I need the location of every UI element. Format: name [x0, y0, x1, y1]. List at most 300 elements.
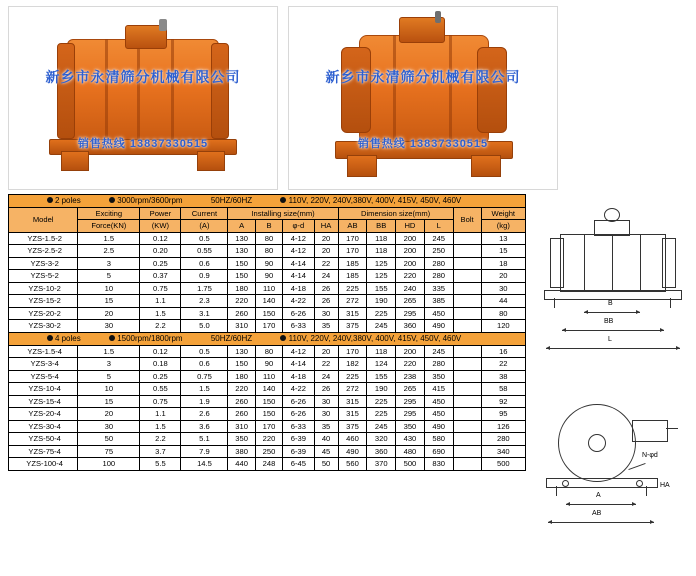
sv-cover-right [662, 238, 676, 288]
th-bolt: Bolt [453, 208, 481, 233]
cell-model: YZS-10-4 [9, 383, 78, 395]
sv-dim-B [584, 312, 640, 313]
photo-watermark-company-left: 新乡市永清筛分机械有限公司 [45, 69, 241, 85]
th-weight-unit: (kg) [481, 220, 525, 232]
cell-power: 1.1 [140, 408, 181, 420]
cell-HD: 480 [396, 445, 425, 457]
band-4poles [9, 332, 526, 345]
th-AB: AB [338, 220, 367, 232]
sv-dim-BB-arrow-right [660, 328, 664, 332]
cell-weight: 92 [481, 395, 525, 407]
cell-HD: 200 [396, 245, 425, 257]
cell-B: 90 [255, 257, 282, 269]
photo-watermark-company-right: 新乡市永清筛分机械有限公司 [325, 69, 521, 85]
motor-foot-leg-left-1 [61, 151, 89, 171]
technical-drawings [532, 194, 688, 517]
cell-AB: 272 [338, 383, 367, 395]
table-body-2poles [9, 232, 526, 332]
cell-model: YZS-75-4 [9, 445, 78, 457]
cell-AB: 170 [338, 245, 367, 257]
cell-model: YZS-5-2 [9, 270, 78, 282]
cell-power: 5.5 [140, 458, 181, 470]
cell-current: 2.3 [181, 295, 228, 307]
cell-model: YZS-50-4 [9, 433, 78, 445]
cell-B: 150 [255, 307, 282, 319]
cell-HD: 220 [396, 358, 425, 370]
cell-d: 6-33 [283, 420, 314, 432]
cell-B: 80 [255, 232, 282, 244]
vibrator-motor-photo-left [8, 6, 278, 190]
table-row [9, 257, 526, 269]
cell-HA: 30 [314, 395, 338, 407]
sv-rib-1 [584, 234, 585, 290]
cell-HD: 295 [396, 395, 425, 407]
bullet-icon [109, 197, 115, 203]
sv-dim-L [546, 348, 680, 349]
band-2poles [9, 195, 526, 208]
cell-force: 10 [78, 282, 140, 294]
table-row [9, 320, 526, 332]
cell-HA: 20 [314, 345, 338, 357]
cell-BB: 225 [367, 307, 396, 319]
th-L: L [424, 220, 453, 232]
cell-AB: 185 [338, 257, 367, 269]
cell-A: 130 [228, 232, 255, 244]
table-body-4poles [9, 345, 526, 470]
specification-table [8, 194, 526, 471]
cell-L: 415 [424, 383, 453, 395]
cell-BB: 118 [367, 232, 396, 244]
table-row [9, 295, 526, 307]
fv-dim-AB [548, 522, 654, 523]
cell-d: 6-26 [283, 408, 314, 420]
cell-bolt [453, 282, 481, 294]
cell-power: 0.12 [140, 232, 181, 244]
cell-power: 1.1 [140, 295, 181, 307]
cell-AB: 272 [338, 295, 367, 307]
band-4poles-voltage: 110V, 220V, 240V,380V, 400V, 415V, 450V, 460V [288, 333, 462, 343]
cell-A: 180 [228, 282, 255, 294]
motor-foot-leg-right-1 [347, 155, 377, 177]
cell-bolt [453, 433, 481, 445]
cell-power: 0.37 [140, 270, 181, 282]
cell-HA: 35 [314, 420, 338, 432]
sv-lifting-eye [604, 208, 620, 222]
cell-BB: 320 [367, 433, 396, 445]
cell-L: 280 [424, 358, 453, 370]
cell-weight: 126 [481, 420, 525, 432]
cell-power: 0.25 [140, 370, 181, 382]
sv-dim-B-arrow-left [584, 310, 588, 314]
cell-AB: 315 [338, 395, 367, 407]
cell-d: 4-22 [283, 295, 314, 307]
cell-weight: 44 [481, 295, 525, 307]
cell-weight: 80 [481, 307, 525, 319]
cell-weight: 120 [481, 320, 525, 332]
cell-current: 1.5 [181, 383, 228, 395]
cell-weight: 280 [481, 433, 525, 445]
cell-A: 440 [228, 458, 255, 470]
cell-B: 90 [255, 270, 282, 282]
cell-weight: 13 [481, 232, 525, 244]
cell-A: 130 [228, 345, 255, 357]
sv-rib-2 [612, 234, 613, 290]
cell-BB: 124 [367, 358, 396, 370]
table-row [9, 270, 526, 282]
cell-d: 4-18 [283, 370, 314, 382]
cell-bolt [453, 232, 481, 244]
cell-A: 260 [228, 307, 255, 319]
table-row [9, 358, 526, 370]
th-exciting-force: Exciting [78, 208, 140, 220]
motor-weight-cover-right-1 [341, 47, 371, 133]
th-dimension-size: Dimension size(mm) [338, 208, 453, 220]
cell-power: 2.2 [140, 433, 181, 445]
cell-L: 335 [424, 282, 453, 294]
cell-HD: 265 [396, 383, 425, 395]
cell-HA: 20 [314, 232, 338, 244]
fv-label-HA: HA [660, 482, 670, 489]
cell-bolt [453, 408, 481, 420]
cell-d: 6-45 [283, 458, 314, 470]
cell-current: 14.5 [181, 458, 228, 470]
cell-current: 1.9 [181, 395, 228, 407]
cell-weight: 38 [481, 370, 525, 382]
cell-B: 80 [255, 245, 282, 257]
cell-bolt [453, 445, 481, 457]
cell-L: 450 [424, 408, 453, 420]
cell-B: 248 [255, 458, 282, 470]
cell-BB: 118 [367, 345, 396, 357]
cell-bolt [453, 458, 481, 470]
cell-BB: 155 [367, 282, 396, 294]
th-current: Current [181, 208, 228, 220]
cell-HD: 200 [396, 232, 425, 244]
cell-AB: 375 [338, 420, 367, 432]
cell-BB: 245 [367, 320, 396, 332]
cell-HA: 30 [314, 307, 338, 319]
cell-HA: 26 [314, 295, 338, 307]
cell-weight: 500 [481, 458, 525, 470]
cell-model: YZS-20-4 [9, 408, 78, 420]
cell-HD: 360 [396, 320, 425, 332]
sv-body [560, 234, 666, 292]
cell-bolt [453, 420, 481, 432]
sv-foot-right [670, 298, 671, 308]
cell-current: 3.6 [181, 420, 228, 432]
cell-HA: 24 [314, 370, 338, 382]
cell-bolt [453, 245, 481, 257]
motor-rib-2 [137, 39, 140, 141]
motor-foot-leg-right-2 [471, 155, 501, 177]
cell-d: 6-39 [283, 433, 314, 445]
cell-bolt [453, 295, 481, 307]
sv-label-BB: BB [604, 318, 614, 325]
cell-bolt [453, 383, 481, 395]
cell-BB: 370 [367, 458, 396, 470]
cable-right [435, 11, 441, 23]
cell-B: 90 [255, 358, 282, 370]
motor-weight-cover-right-2 [477, 47, 507, 133]
cell-d: 4-14 [283, 270, 314, 282]
cell-force: 20 [78, 307, 140, 319]
cell-bolt [453, 370, 481, 382]
cell-weight: 22 [481, 358, 525, 370]
cell-AB: 315 [338, 307, 367, 319]
th-BB: BB [367, 220, 396, 232]
cell-current: 0.5 [181, 345, 228, 357]
cell-HA: 50 [314, 458, 338, 470]
cell-AB: 490 [338, 445, 367, 457]
cell-HD: 240 [396, 282, 425, 294]
cell-L: 250 [424, 245, 453, 257]
drawing-front-view [532, 390, 688, 550]
cell-force: 15 [78, 295, 140, 307]
cell-L: 580 [424, 433, 453, 445]
cell-B: 140 [255, 295, 282, 307]
cell-force: 5 [78, 270, 140, 282]
fv-label-A: A [596, 492, 601, 499]
spec-table-wrap [8, 194, 526, 471]
cell-power: 2.2 [140, 320, 181, 332]
fv-dim-A-arrow-left [566, 502, 570, 506]
cell-HD: 265 [396, 295, 425, 307]
cell-A: 350 [228, 433, 255, 445]
table-header-row-2 [9, 220, 526, 232]
cell-A: 150 [228, 358, 255, 370]
cell-model: YZS-30-4 [9, 420, 78, 432]
bullet-icon [280, 335, 286, 341]
cell-d: 4-22 [283, 383, 314, 395]
cell-HD: 350 [396, 420, 425, 432]
cell-bolt [453, 320, 481, 332]
cell-AB: 560 [338, 458, 367, 470]
motor-foot-leg-left-2 [197, 151, 225, 171]
band-2poles-poles: 2 poles [54, 196, 81, 205]
band-2poles-cell [9, 195, 526, 208]
cell-d: 6-33 [283, 320, 314, 332]
cell-HA: 45 [314, 445, 338, 457]
cell-current: 0.6 [181, 358, 228, 370]
cell-power: 3.7 [140, 445, 181, 457]
cell-force: 2.5 [78, 245, 140, 257]
cell-d: 4-14 [283, 358, 314, 370]
cell-weight: 18 [481, 257, 525, 269]
cell-force: 10 [78, 383, 140, 395]
band-4poles-freq: 50HZ/60HZ [210, 333, 253, 343]
cell-L: 490 [424, 420, 453, 432]
cell-HA: 40 [314, 433, 338, 445]
fv-bolt-hole-right [636, 480, 643, 487]
th-HA: HA [314, 220, 338, 232]
motor-rib-3 [171, 39, 174, 141]
cell-B: 250 [255, 445, 282, 457]
sv-dim-L-arrow-left [546, 346, 550, 350]
cell-force: 50 [78, 433, 140, 445]
cell-d: 4-14 [283, 257, 314, 269]
cell-HA: 24 [314, 270, 338, 282]
photo-watermark-phone-right: 销售热线 13837330515 [357, 138, 489, 150]
cell-model: YZS-100-4 [9, 458, 78, 470]
cable-gland-left [159, 19, 167, 31]
cell-AB: 185 [338, 270, 367, 282]
th-phi-d: φ-d [283, 220, 314, 232]
cell-model: YZS-15-4 [9, 395, 78, 407]
cell-current: 7.9 [181, 445, 228, 457]
cell-BB: 190 [367, 383, 396, 395]
bullet-icon [280, 197, 286, 203]
cell-HA: 26 [314, 282, 338, 294]
cell-weight: 15 [481, 245, 525, 257]
cell-HA: 35 [314, 320, 338, 332]
cell-L: 450 [424, 395, 453, 407]
cell-AB: 315 [338, 408, 367, 420]
sv-label-L: L [608, 336, 612, 343]
motor-body-left [67, 39, 219, 143]
fv-cable [666, 428, 678, 429]
band-4poles-speed: 1500rpm/1800rpm [117, 333, 183, 343]
cell-current: 0.6 [181, 257, 228, 269]
fv-label-AB: AB [592, 510, 602, 517]
cell-A: 310 [228, 320, 255, 332]
cell-B: 140 [255, 383, 282, 395]
table-row [9, 395, 526, 407]
cell-model: YZS-3-4 [9, 358, 78, 370]
fv-dim-A [566, 504, 636, 505]
cell-current: 3.1 [181, 307, 228, 319]
cell-A: 220 [228, 383, 255, 395]
cell-bolt [453, 257, 481, 269]
sv-rib-3 [640, 234, 641, 290]
cell-model: YZS-30-2 [9, 320, 78, 332]
cell-weight: 30 [481, 282, 525, 294]
motor-end-cover-left-1 [57, 43, 75, 139]
cell-A: 150 [228, 270, 255, 282]
cell-L: 690 [424, 445, 453, 457]
th-B: B [255, 220, 282, 232]
cell-bolt [453, 345, 481, 357]
cell-model: YZS-1.5-2 [9, 232, 78, 244]
th-installing-size: Installing size(mm) [228, 208, 338, 220]
cell-model: YZS-5-4 [9, 370, 78, 382]
th-power: Power [140, 208, 181, 220]
cell-current: 0.55 [181, 245, 228, 257]
cell-weight: 95 [481, 408, 525, 420]
cell-model: YZS-20-2 [9, 307, 78, 319]
cell-force: 1.5 [78, 232, 140, 244]
cell-A: 310 [228, 420, 255, 432]
cell-AB: 225 [338, 282, 367, 294]
fv-dim-AB-arrow-left [548, 520, 552, 524]
cell-BB: 360 [367, 445, 396, 457]
fv-foot-right [646, 486, 647, 496]
fv-dim-A-arrow-right [632, 502, 636, 506]
cell-HA: 22 [314, 257, 338, 269]
cell-d: 4-18 [283, 282, 314, 294]
table-row [9, 370, 526, 382]
motor-end-cover-left-2 [211, 43, 229, 139]
table-row [9, 282, 526, 294]
cell-A: 260 [228, 408, 255, 420]
cell-BB: 118 [367, 245, 396, 257]
cell-B: 110 [255, 282, 282, 294]
cell-d: 4-12 [283, 345, 314, 357]
cell-weight: 340 [481, 445, 525, 457]
fv-junction-box [632, 420, 668, 442]
cell-BB: 225 [367, 408, 396, 420]
cell-HD: 238 [396, 370, 425, 382]
cell-force: 1.5 [78, 345, 140, 357]
cell-current: 2.6 [181, 408, 228, 420]
sv-junction-box [594, 220, 630, 236]
cell-HD: 295 [396, 408, 425, 420]
fv-bolt-hole-left [562, 480, 569, 487]
cell-force: 15 [78, 395, 140, 407]
vibrator-motor-photo-right [288, 6, 558, 190]
cell-AB: 460 [338, 433, 367, 445]
drawing-side-view [532, 198, 688, 358]
cell-current: 0.5 [181, 232, 228, 244]
sv-dim-BB [562, 330, 664, 331]
fv-shaft-circle [588, 434, 606, 452]
cell-HD: 295 [396, 307, 425, 319]
cell-d: 6-26 [283, 395, 314, 407]
cell-model: YZS-1.5-4 [9, 345, 78, 357]
cell-B: 150 [255, 408, 282, 420]
cell-L: 450 [424, 307, 453, 319]
band-4poles-poles: 4 poles [54, 333, 81, 343]
cell-HA: 26 [314, 383, 338, 395]
cell-current: 5.0 [181, 320, 228, 332]
cell-force: 75 [78, 445, 140, 457]
sv-dim-L-arrow-right [676, 346, 680, 350]
cell-BB: 190 [367, 295, 396, 307]
table-row [9, 307, 526, 319]
band-2poles-speed: 3000rpm/3600rpm [117, 196, 183, 205]
cell-model: YZS-10-2 [9, 282, 78, 294]
cell-HD: 430 [396, 433, 425, 445]
table-row [9, 445, 526, 457]
table-row [9, 245, 526, 257]
cell-A: 130 [228, 245, 255, 257]
motor-rib-1 [105, 39, 108, 141]
cell-d: 4-12 [283, 232, 314, 244]
cell-L: 245 [424, 232, 453, 244]
cell-L: 280 [424, 270, 453, 282]
cell-BB: 155 [367, 370, 396, 382]
sv-foot-left [554, 298, 555, 308]
cell-L: 385 [424, 295, 453, 307]
cell-AB: 182 [338, 358, 367, 370]
cell-A: 220 [228, 295, 255, 307]
cell-AB: 225 [338, 370, 367, 382]
cell-AB: 170 [338, 232, 367, 244]
cell-d: 6-26 [283, 307, 314, 319]
cell-HD: 500 [396, 458, 425, 470]
cell-HA: 22 [314, 358, 338, 370]
cell-power: 0.55 [140, 383, 181, 395]
fv-leader-hole [628, 463, 645, 470]
cell-L: 490 [424, 320, 453, 332]
table-row [9, 408, 526, 420]
cell-power: 0.75 [140, 282, 181, 294]
cell-BB: 125 [367, 270, 396, 282]
table-row [9, 383, 526, 395]
band-2poles-freq: 50HZ/60HZ [210, 196, 253, 205]
cell-AB: 170 [338, 345, 367, 357]
cell-HA: 30 [314, 408, 338, 420]
cell-force: 5 [78, 370, 140, 382]
